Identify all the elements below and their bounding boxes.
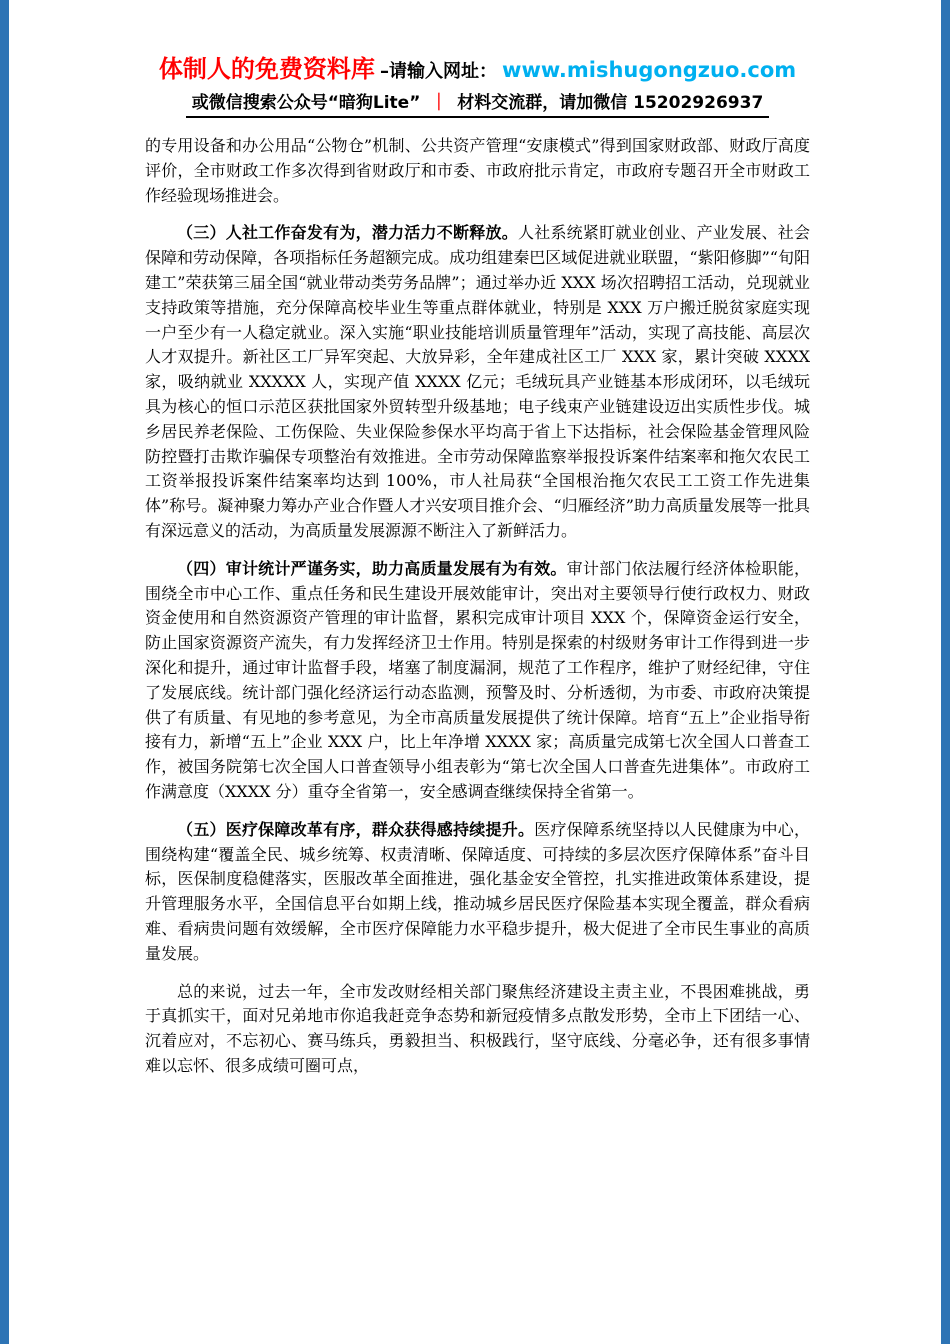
right-border-bar [941, 0, 950, 1344]
paragraph-heading: （四）审计统计严谨务实，助力高质量发展有为有效。 [177, 558, 567, 578]
paragraph-text: 审计部门依法履行经济体检职能，围绕全市中心工作、重点任务和民生建设开展效能审计，突出对主要领导行使行政权力、财政资金使用和自然资源资产管理的审计监督，累积完成审计项目 XXX 个，保障资金运行安全，防止国家资源资产流失，有力发挥经济卫士作用。特别是探索的村级财务审计工作得到进一步深化和提升，通过审计监督手段，堵塞了制度漏洞，规范了工作程序，维护了财经纪律，守住了发展底线。统计部门强化经济运行动态监测，预警及时、分析透彻，为市委、市政府决策提供了有质量、有见地的参考意见，为全市高质量发展提供了统计保障。培育“五上”企业指导衔接有力，新增“五上”企业 XXX 户，比上年净增 XXXX 家；高质量完成第七次全国人口普查工作，被国务院第七次全国人口普查领导小组表彰为“第七次全国人口普查先进集体”。市政府工作满意度（XXXX 分）重夺全省第一，安全感调查继续保持全省第一。 [145, 558, 810, 801]
promo-header [145, 54, 810, 118]
document-body [145, 134, 810, 1079]
paragraph-text: 总的来说，过去一年，全市发改财经相关部门聚焦经济建设主责主业，不畏困难挑战，勇于真抓实干，面对兄弟地市你追我赶竞争态势和新冠疫情多点散发形势，全市上下团结一心、沉着应对，不忘初心、赛马练兵，勇毅担当、积极践行，坚守底线、分毫必争，还有很多事情难以忘怀、很多成绩可圈可点， [145, 981, 810, 1075]
left-border-bar [0, 0, 9, 1344]
paragraph-text: 人社系统紧盯就业创业、产业发展、社会保障和劳动保障，各项指标任务超额完成。成功组建秦巴区域促进就业联盟，“紫阳修脚”“旬阳建工”荣获第三届全国“就业带动类劳务品牌”；通过举办近 XXX 场次招聘招工活动，兑现就业支持政策等措施，充分保障高校毕业生等重点群体就业，特别是 XXX 万户搬迁脱贫家庭实现一户至少有一人稳定就业。深入实施“职业技能培训质量管理年”活动，实现了高技能、高层次人才双提升。新社区工厂异军突起、大放异彩，全年建成社区工厂 XXX 家，累计突破 XXXX 家，吸纳就业 XXXXX 人，实现产值 XXXX 亿元；毛绒玩具产业链基本形成闭环，以毛绒玩具为核心的恒口示范区获批国家外贸转型升级基地；电子线束产业链建设迈出实质性步伐。城乡居民养老保险、工伤保险、失业保险参保水平均高于省上下达指标，社会保险基金管理风险防控暨打击欺诈骗保专项整治有效推进。全市劳动保障监察举报投诉案件结案率和拖欠农民工工资举报投诉案件结案率均达到 100%，市人社局获“全国根治拖欠农民工工资工作先进集体”称号。凝神聚力筹办产业合作暨人才兴安项目推介会、“归雁经济”助力高质量发展等一批具有深远意义的活动，为高质量发展源源不断注入了新鲜活力。 [145, 223, 810, 540]
paragraph-heading: （五）医疗保障改革有序，群众获得感持续提升。 [177, 819, 535, 839]
body-paragraph [145, 221, 810, 543]
site-title: 体制人的免费资料库 [158, 55, 375, 83]
promo-header-line2 [186, 88, 770, 118]
separator-bar: ｜ [430, 93, 448, 113]
body-paragraph [145, 980, 810, 1079]
url-prompt-text: –请输入网址： [379, 61, 497, 82]
paragraph-text: 的专用设备和办公用品“公物仓”机制、公共资产管理“安康模式”得到国家财政部、财政厅高度评价，全市财政工作多次得到省财政厅和市委、市政府批示肯定，市政府专题召开全市财政工作经验现场推进会。 [145, 136, 810, 205]
contact-group-text: 材料交流群，请加微信 15202926937 [457, 93, 764, 113]
promo-header-line2-wrap [145, 88, 810, 118]
body-paragraph [145, 134, 810, 208]
site-url-link[interactable]: www.mishugongzuo.com [502, 58, 797, 82]
paragraph-text: 医疗保障系统坚持以人民健康为中心，围绕构建“覆盖全民、城乡统筹、权责清晰、保障适度、可持续的多层次医疗保障体系”奋斗目标，医保制度稳健落实，医服改革全面推进，强化基金安全管控，扎实推进政策体系建设，提升管理服务水平，全国信息平台如期上线，推动城乡居民医疗保险基本实现全覆盖，群众看病难、看病贵问题有效缓解，全市医疗保障能力水平稳步提升，极大促进了全市民生事业的高质量发展。 [145, 819, 810, 963]
paragraph-heading: （三）人社工作奋发有为，潜力活力不断释放。 [177, 223, 518, 243]
promo-header-line1 [145, 54, 810, 84]
body-paragraph [145, 818, 810, 967]
body-paragraph [145, 557, 810, 805]
wechat-account-text: 或微信搜索公众号“暗狗Lite” [191, 93, 421, 113]
